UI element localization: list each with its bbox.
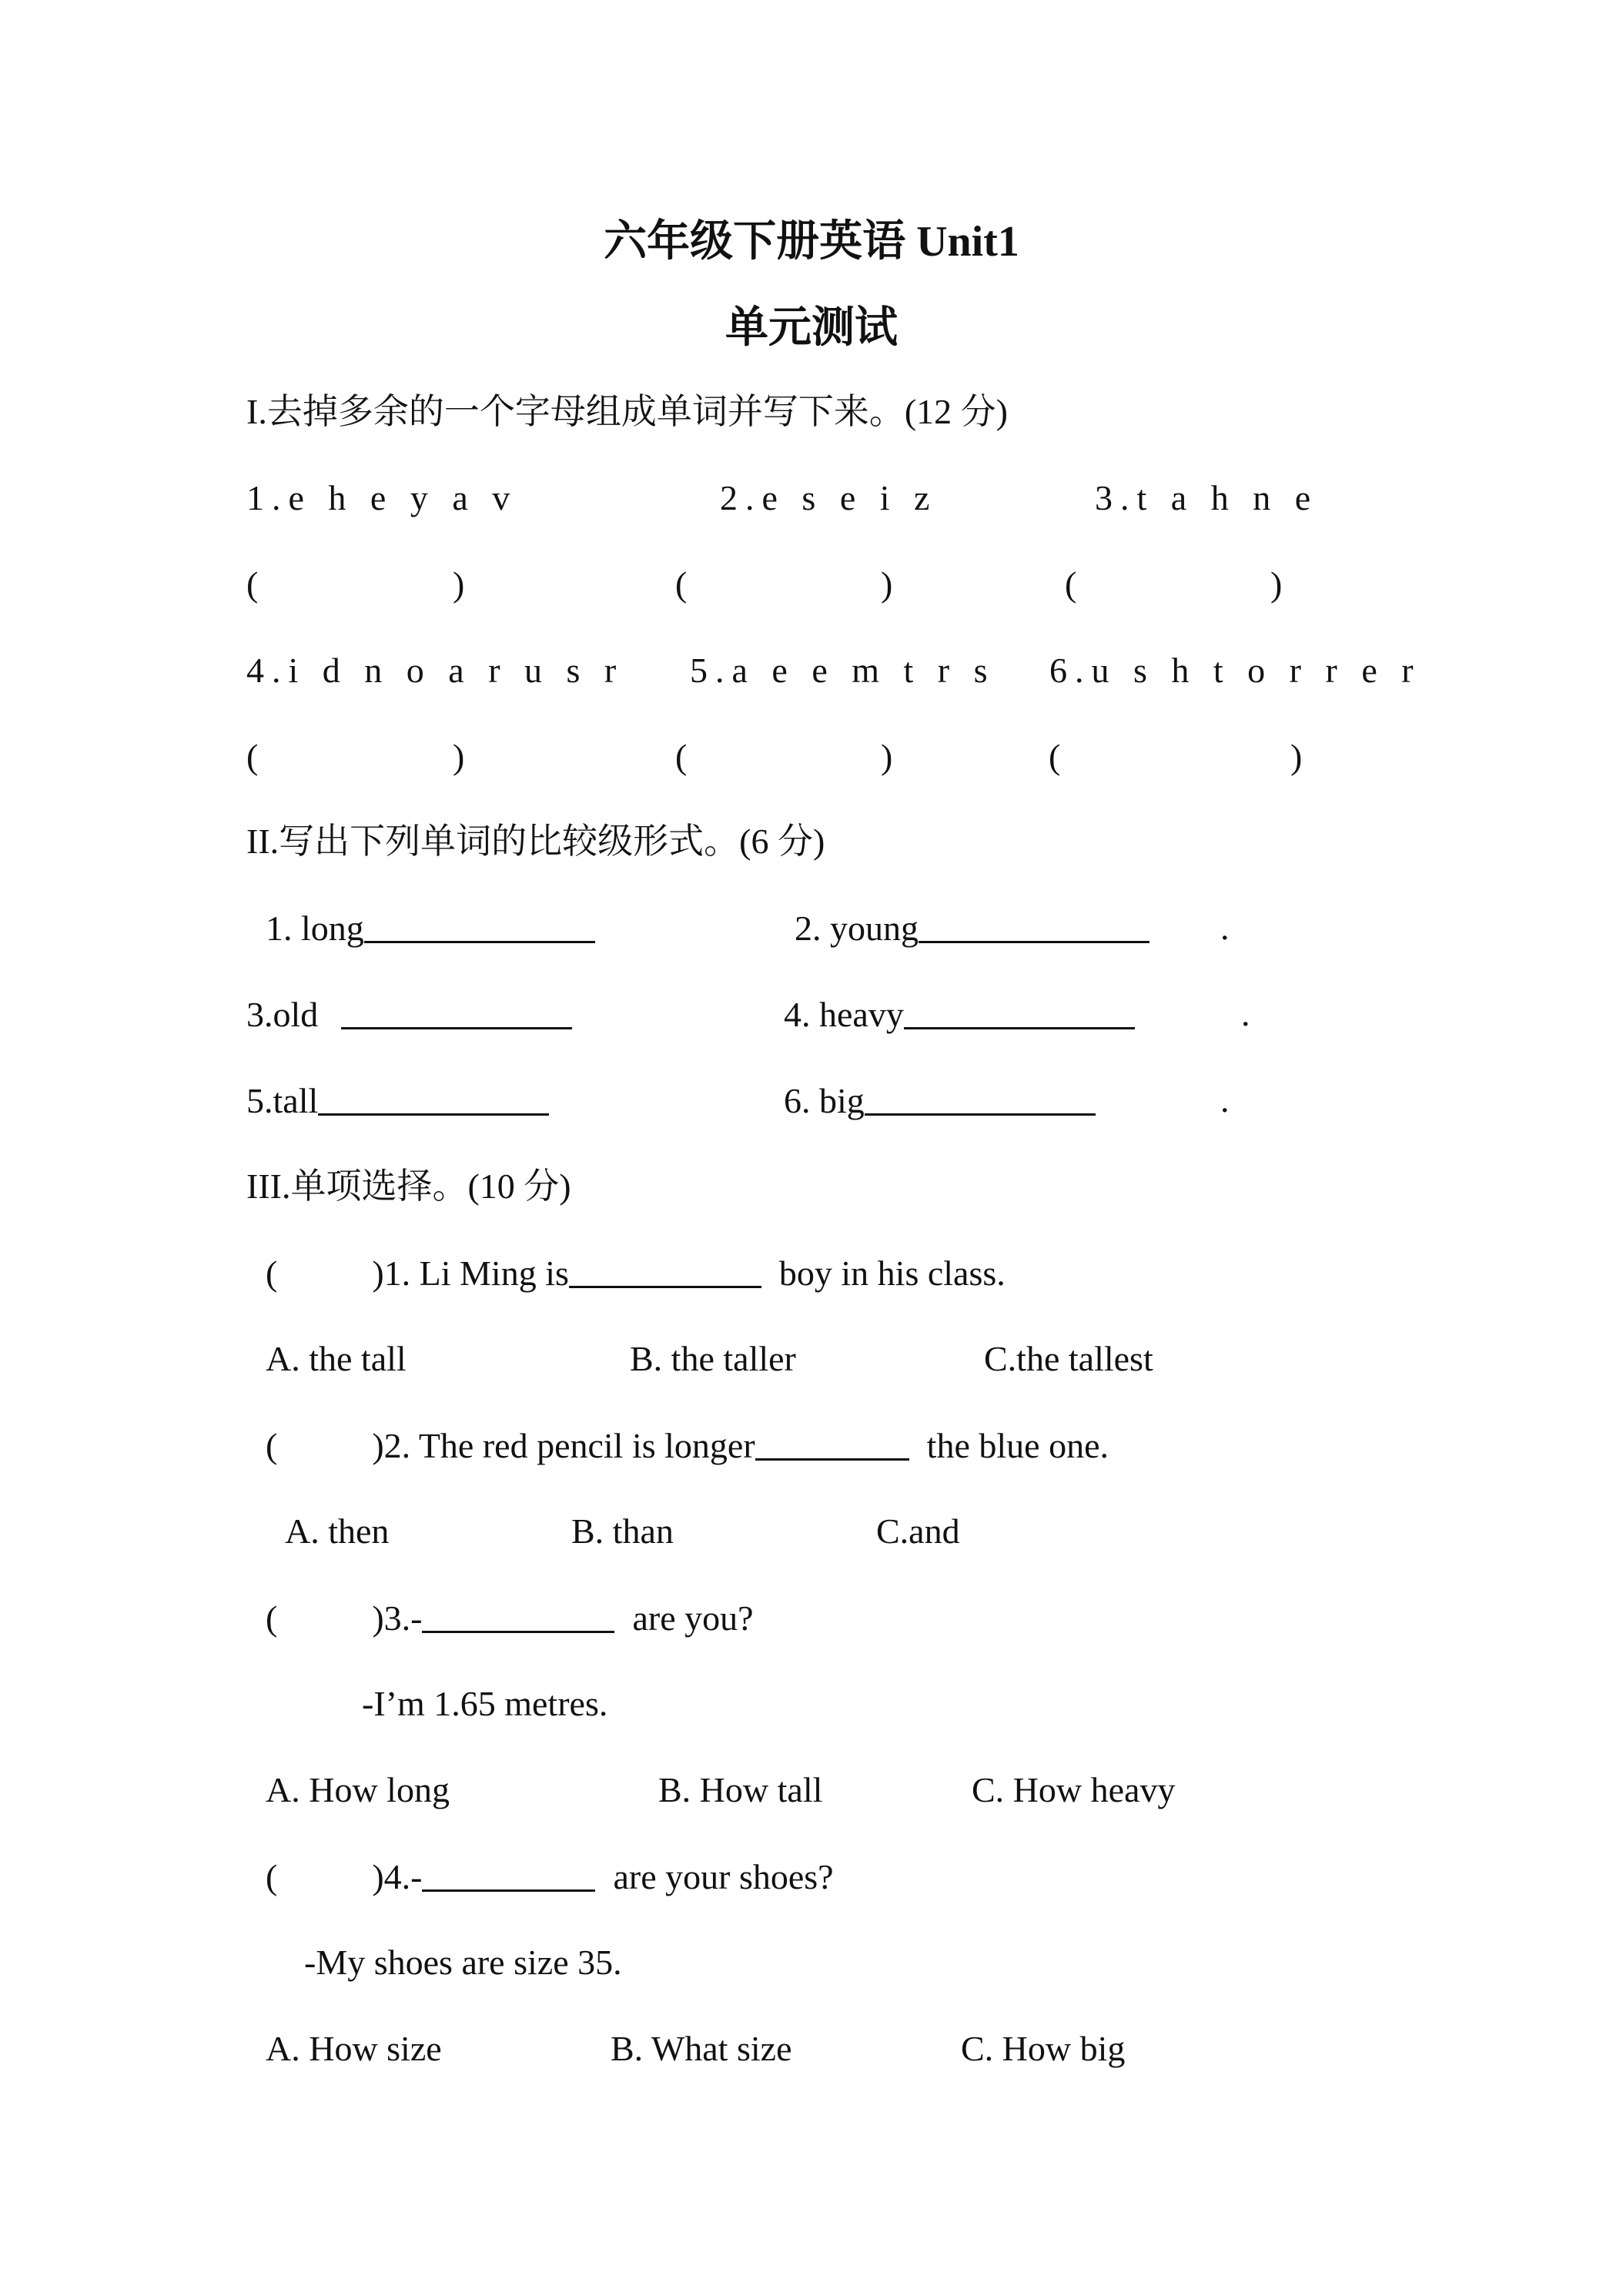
answer-paren: ( <box>266 1598 278 1638</box>
answer-paren-open-3: ( <box>1065 564 1077 604</box>
question-4: ( )4.- are your shoes? <box>266 1857 834 1896</box>
answer-blank[interactable] <box>904 996 1135 1029</box>
scramble-item-5: 5.a e e m t r s <box>690 651 996 690</box>
answer-paren: ( <box>266 1426 278 1465</box>
answer-paren-close-5: ) <box>881 737 893 776</box>
section-3-heading: III.单项选择。(10 分) <box>246 1166 571 1206</box>
scramble-item-6: 6.u s h t o r r e r <box>1049 651 1421 690</box>
question-2: ( )2. The red pencil is longer the blue one. <box>266 1426 1109 1465</box>
comparative-item-1: 1. long <box>266 910 595 946</box>
answer-blank[interactable] <box>919 910 1149 943</box>
answer-paren-open-5: ( <box>675 737 688 776</box>
answer-paren: ( <box>266 1253 278 1293</box>
answer-blank[interactable] <box>341 996 572 1029</box>
answer-paren-open-1: ( <box>246 564 259 604</box>
option-4b[interactable]: B. What size <box>611 2029 792 2068</box>
answer-blank[interactable] <box>755 1427 909 1461</box>
comparative-item-6: 6. big <box>784 1083 1096 1119</box>
answer-line-3: -I’m 1.65 metres. <box>362 1684 608 1723</box>
comparative-item-3: 3.old <box>246 996 572 1033</box>
comparative-item-2: 2. young <box>795 910 1149 946</box>
answer-paren-open-4: ( <box>246 737 259 776</box>
option-3b[interactable]: B. How tall <box>658 1770 823 1809</box>
answer-paren-open-6: ( <box>1049 737 1061 776</box>
section-2-heading: II.写出下列单词的比较级形式。(6 分) <box>246 822 825 861</box>
comparative-item-4: 4. heavy <box>784 996 1135 1033</box>
answer-blank[interactable] <box>364 910 595 943</box>
answer-line-4: -My shoes are size 35. <box>304 1943 622 1982</box>
scramble-item-4: 4.i d n o a r u s r <box>246 651 624 690</box>
period-3: . <box>1220 1080 1230 1120</box>
answer-paren-close-3: ) <box>1270 564 1283 604</box>
period-2: . <box>1241 994 1250 1033</box>
option-2b[interactable]: B. than <box>571 1511 674 1551</box>
page-subtitle: 单元测试 <box>725 304 898 352</box>
page-title: 六年级下册英语 Unit1 <box>604 218 1019 266</box>
option-3a[interactable]: A. How long <box>266 1770 450 1809</box>
answer-paren: ( <box>266 1857 278 1896</box>
option-1a[interactable]: A. the tall <box>266 1339 407 1378</box>
option-1c[interactable]: C.the tallest <box>984 1339 1153 1378</box>
scramble-item-2: 2.e s e i z <box>720 478 938 517</box>
answer-blank[interactable] <box>422 1859 595 1892</box>
answer-paren-close-2: ) <box>881 564 893 604</box>
answer-blank[interactable] <box>422 1600 614 1633</box>
scramble-item-3: 3.t a h n e <box>1095 478 1319 517</box>
answer-blank[interactable] <box>318 1083 549 1116</box>
option-4a[interactable]: A. How size <box>266 2029 442 2068</box>
scramble-item-1: 1.e h e y a v <box>246 478 518 517</box>
option-2a[interactable]: A. then <box>285 1511 390 1551</box>
answer-paren-open-2: ( <box>675 564 688 604</box>
period-1: . <box>1220 908 1230 947</box>
option-4c[interactable]: C. How big <box>961 2029 1126 2068</box>
option-3c[interactable]: C. How heavy <box>972 1770 1176 1809</box>
question-3: ( )3.- are you? <box>266 1598 754 1638</box>
answer-paren-close-4: ) <box>453 737 465 776</box>
section-1-heading: I.去掉多余的一个字母组成单词并写下来。(12 分) <box>246 392 1008 431</box>
comparative-item-5: 5.tall <box>246 1083 549 1119</box>
answer-blank[interactable] <box>865 1083 1096 1116</box>
option-2c[interactable]: C.and <box>876 1511 960 1551</box>
answer-paren-close-1: ) <box>453 564 465 604</box>
question-1: ( )1. Li Ming is boy in his class. <box>266 1253 1006 1293</box>
answer-paren-close-6: ) <box>1290 737 1303 776</box>
option-1b[interactable]: B. the taller <box>630 1339 796 1378</box>
answer-blank[interactable] <box>569 1255 761 1288</box>
